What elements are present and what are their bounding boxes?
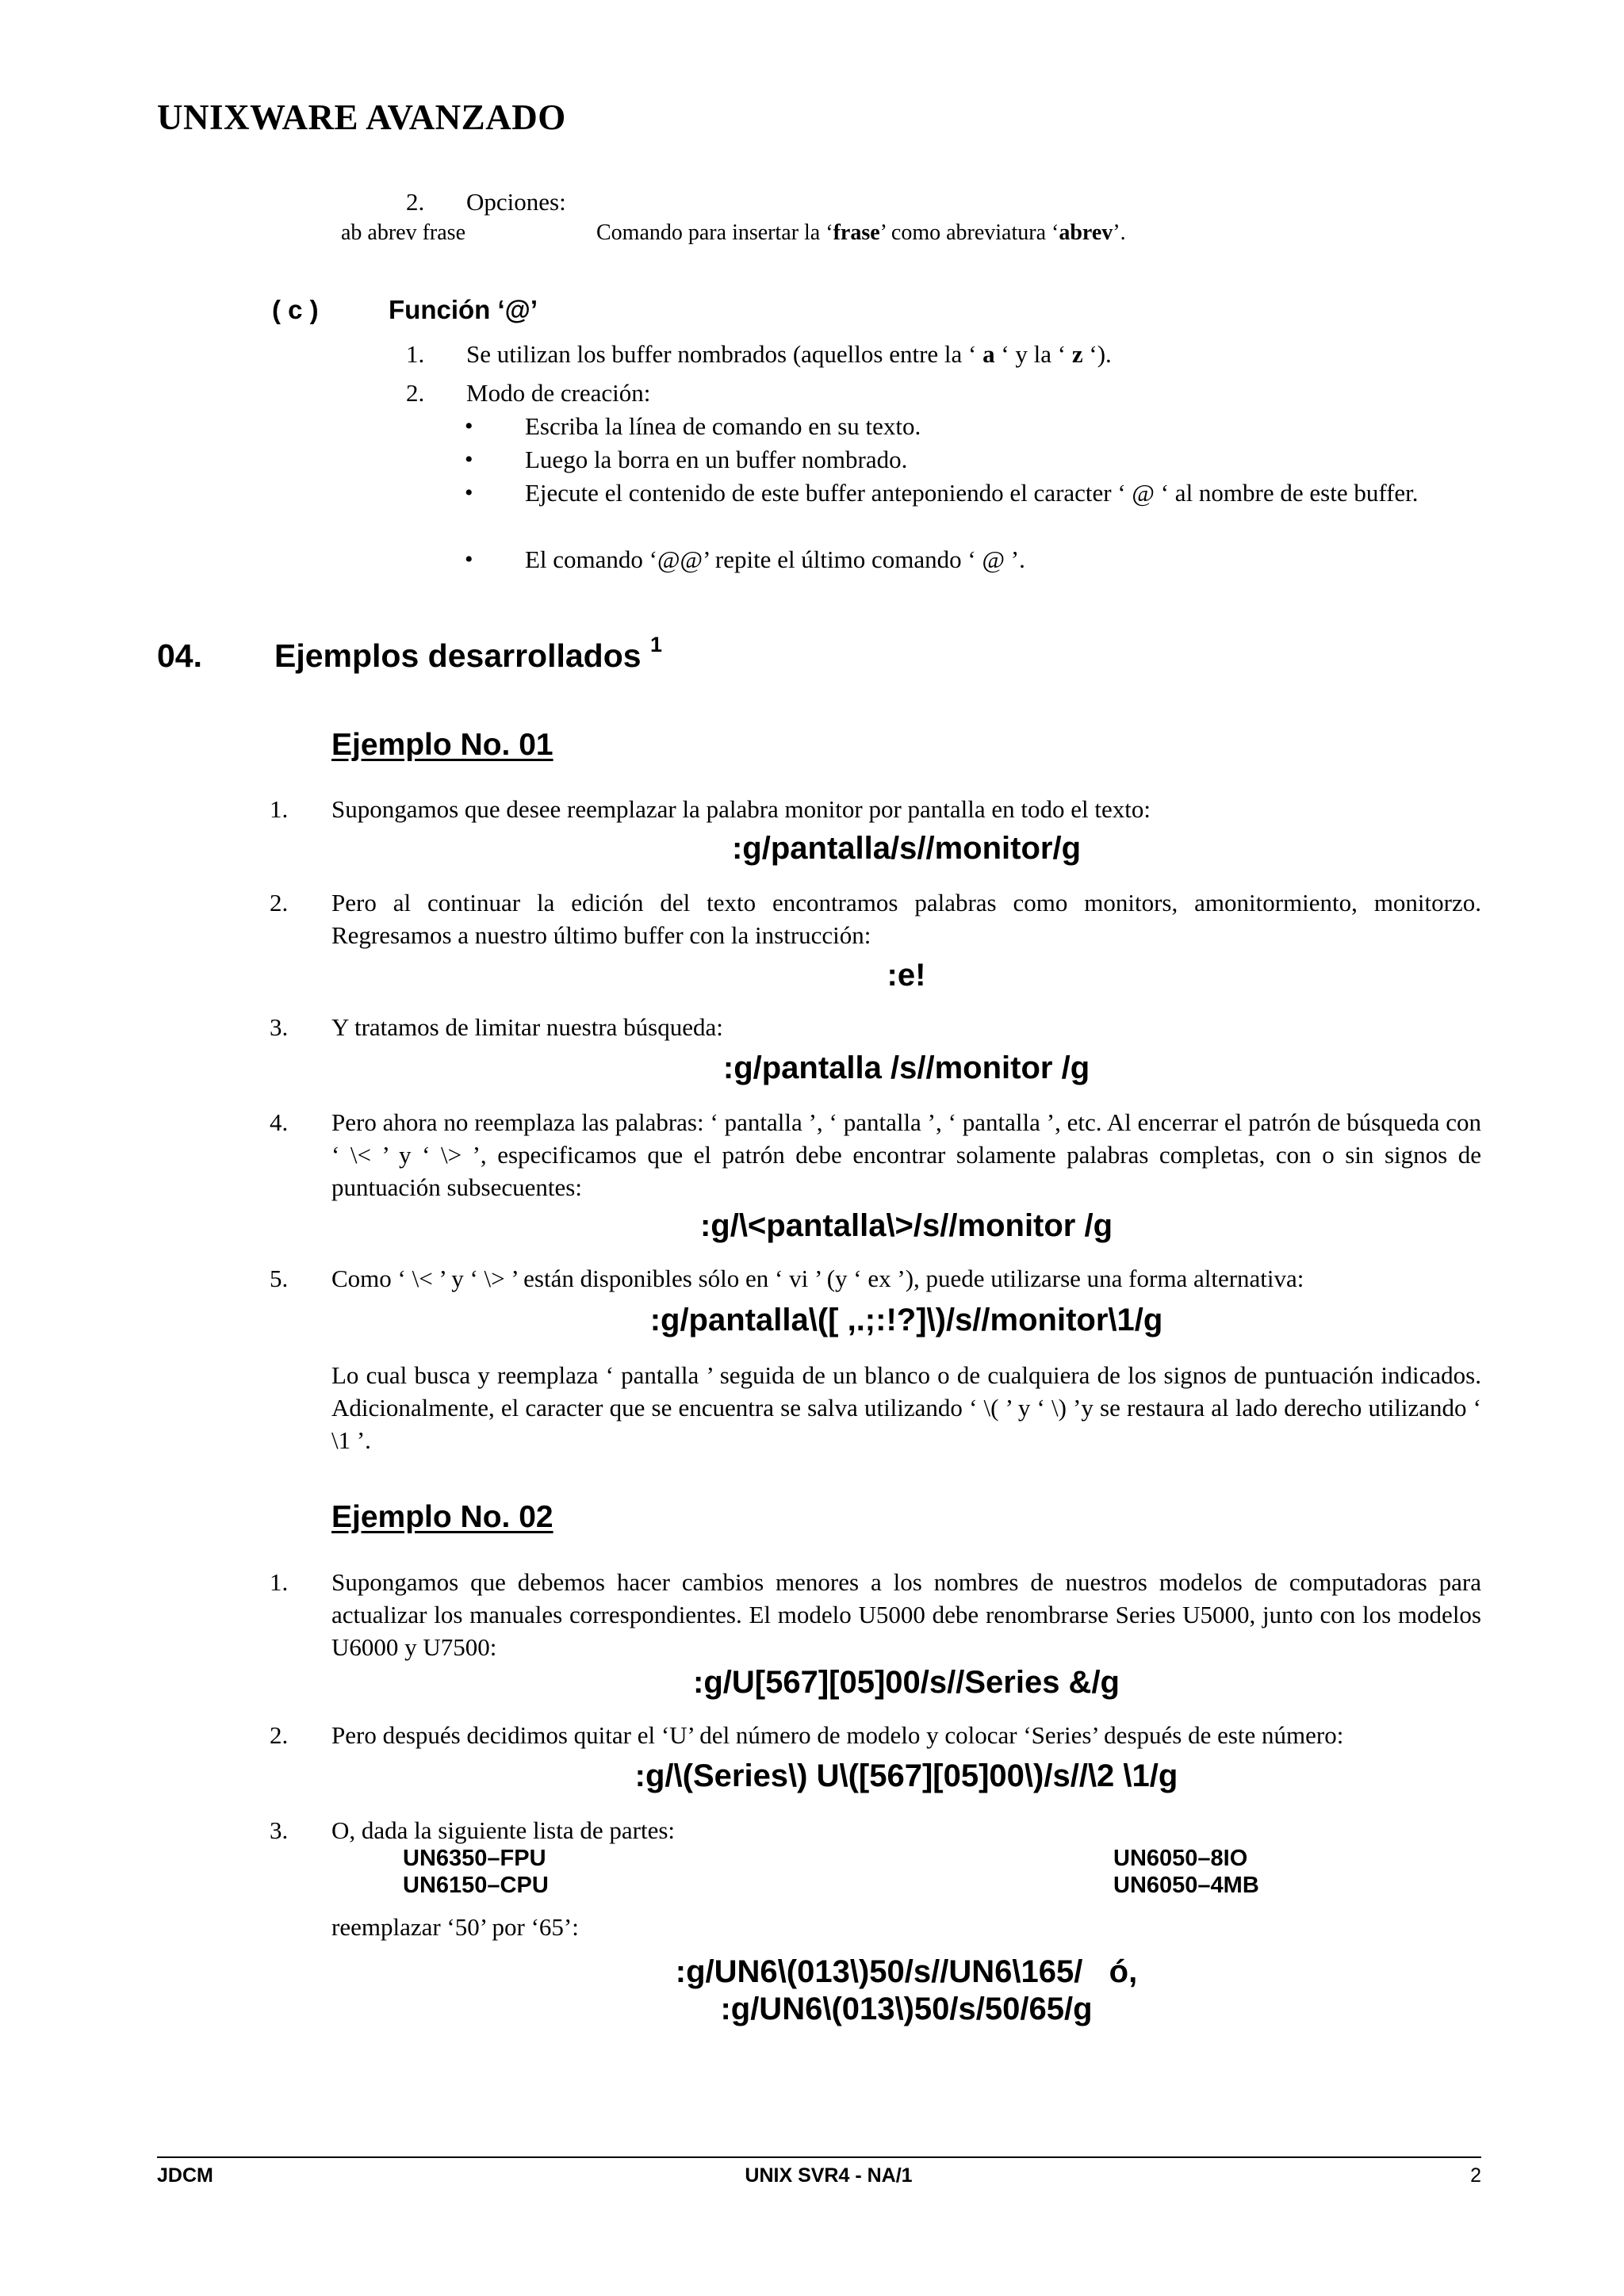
part-number: UN6350–FPU [403,1846,546,1871]
option-description: Comando para insertar la ‘frase’ como abreviatura ‘abrev’. [596,220,1126,245]
list-item: Pero ahora no reemplaza las palabras: ‘ pantalla ’, ‘ pantalla ’, ‘ pantalla ’, etc. Al encerrar el patrón de búsqueda con ‘ \< ’ y ‘ \> ’, especificamos que el patrón debe encontrar solamente palabras completas, con o sin signos de puntuación subsecuentes: [331,1108,1481,1201]
list-number: 5. [270,1265,289,1292]
command-line: :e! [887,958,926,993]
bullet-icon: • [465,546,473,572]
list-item: Pero al continuar la edición del texto encontramos palabras como monitors, amonitormiento, monitorzo. Regresamos a nuestro último buffer con la instrucción: [331,889,1481,949]
command-line: :g/UN6\(013\)50/s//UN6\165/ ó, [675,1954,1138,1989]
list-number: 2. [270,1721,289,1749]
list-number: 1. [270,795,289,823]
bullet-icon: • [465,413,473,439]
list-item: Supongamos que debemos hacer cambios menores a los nombres de nuestros modelos de computadoras para actualizar los manuales correspondientes. El modelo U5000 debe renombrarse Series U5000, junto con los modelos U6000 y U7500: [331,1568,1481,1661]
list-item: Pero después decidimos quitar el ‘U’ del número de modelo y colocar ‘Series’ después de este número: [331,1721,1344,1749]
list-number: 3. [270,1816,289,1844]
page-number: 2 [1470,2164,1481,2187]
command-line: :g/\(Series\) U\([567][05]00\)/s//\2 \1/g [634,1758,1178,1793]
options-number: 2. [406,188,425,216]
list-item: Supongamos que desee reemplazar la palabra monitor por pantalla en todo el texto: [331,795,1151,823]
options-label: Opciones: [466,188,566,216]
ejemplo-01-title: Ejemplo No. 01 [331,728,553,762]
command-line: :g/pantalla/s//monitor/g [731,831,1082,866]
part-number: UN6150–CPU [403,1873,549,1898]
section-c-label: ( c ) [272,295,319,324]
bullet-item: El comando ‘@@’ repite el último comando ‘ @ ’. [525,545,1025,573]
footer-center: UNIX SVR4 - NA/1 [745,2164,913,2187]
list-number: 3. [270,1013,289,1041]
bullet-item: Luego la borra en un buffer nombrado. [525,446,908,473]
list-item: Y tratamos de limitar nuestra búsqueda: [331,1013,723,1041]
bullet-item: Escriba la línea de comando en su texto. [525,412,921,440]
command-line: :g/U[567][05]00/s//Series &/g [693,1665,1120,1700]
part-number: UN6050–4MB [1113,1873,1259,1898]
command-line: :g/pantalla\([ ,.;:!?]\)/s//monitor\1/g [649,1303,1163,1337]
section-04-title: Ejemplos desarrollados $^1$ [274,633,662,674]
option-command: ab abrev frase [341,220,466,245]
command-line: :g/pantalla /s//monitor /g [722,1050,1090,1085]
footnote-marker: 1 [649,633,662,656]
page-title: UNIXWARE AVANZADO [157,98,566,137]
list-number: 1. [406,340,425,368]
bullet-item: Ejecute el contenido de este buffer anteponiendo el caracter ‘ @ ‘ al nombre de este buffer. [525,479,1419,507]
section-c-title: Función ‘@’ [389,295,538,324]
bullet-icon: • [465,480,473,506]
section-04-number: 04. [157,637,202,674]
footer-author: JDCM [157,2164,213,2187]
explanation-paragraph: Lo cual busca y reemplaza ‘ pantalla ’ seguida de un blanco o de cualquiera de los signos de puntuación indicados. Adicionalmente, el caracter que se encuentra se salva utilizando ‘ \( ’ y ‘ \) ’y se restaura al lado derecho utilizando ‘ \1 ’. [331,1361,1481,1454]
list-item: Como ‘ \< ’ y ‘ \> ’ están disponibles sólo en ‘ vi ’ (y ‘ ex ’), puede utilizarse una forma alternativa: [331,1265,1304,1292]
list-item: O, dada la siguiente lista de partes: [331,1816,676,1844]
footer-divider [157,2156,1481,2158]
part-number: UN6050–8IO [1113,1846,1248,1871]
list-item: Se utilizan los buffer nombrados (aquellos entre la ‘ a ‘ y la ‘ z ‘). [466,340,1112,368]
list-number: 1. [270,1568,289,1596]
list-number: 2. [270,889,289,916]
command-line: :g/UN6\(013\)50/s/50/65/g [720,1992,1093,2026]
list-item: Modo de creación: [466,379,651,407]
replace-instruction: reemplazar ‘50’ por ‘65’: [331,1913,579,1941]
command-line: :g/\<pantalla\>/s//monitor /g [699,1208,1113,1243]
bullet-icon: • [465,446,473,473]
list-number: 4. [270,1108,289,1136]
list-number: 2. [406,379,425,407]
ejemplo-02-title: Ejemplo No. 02 [331,1500,553,1534]
